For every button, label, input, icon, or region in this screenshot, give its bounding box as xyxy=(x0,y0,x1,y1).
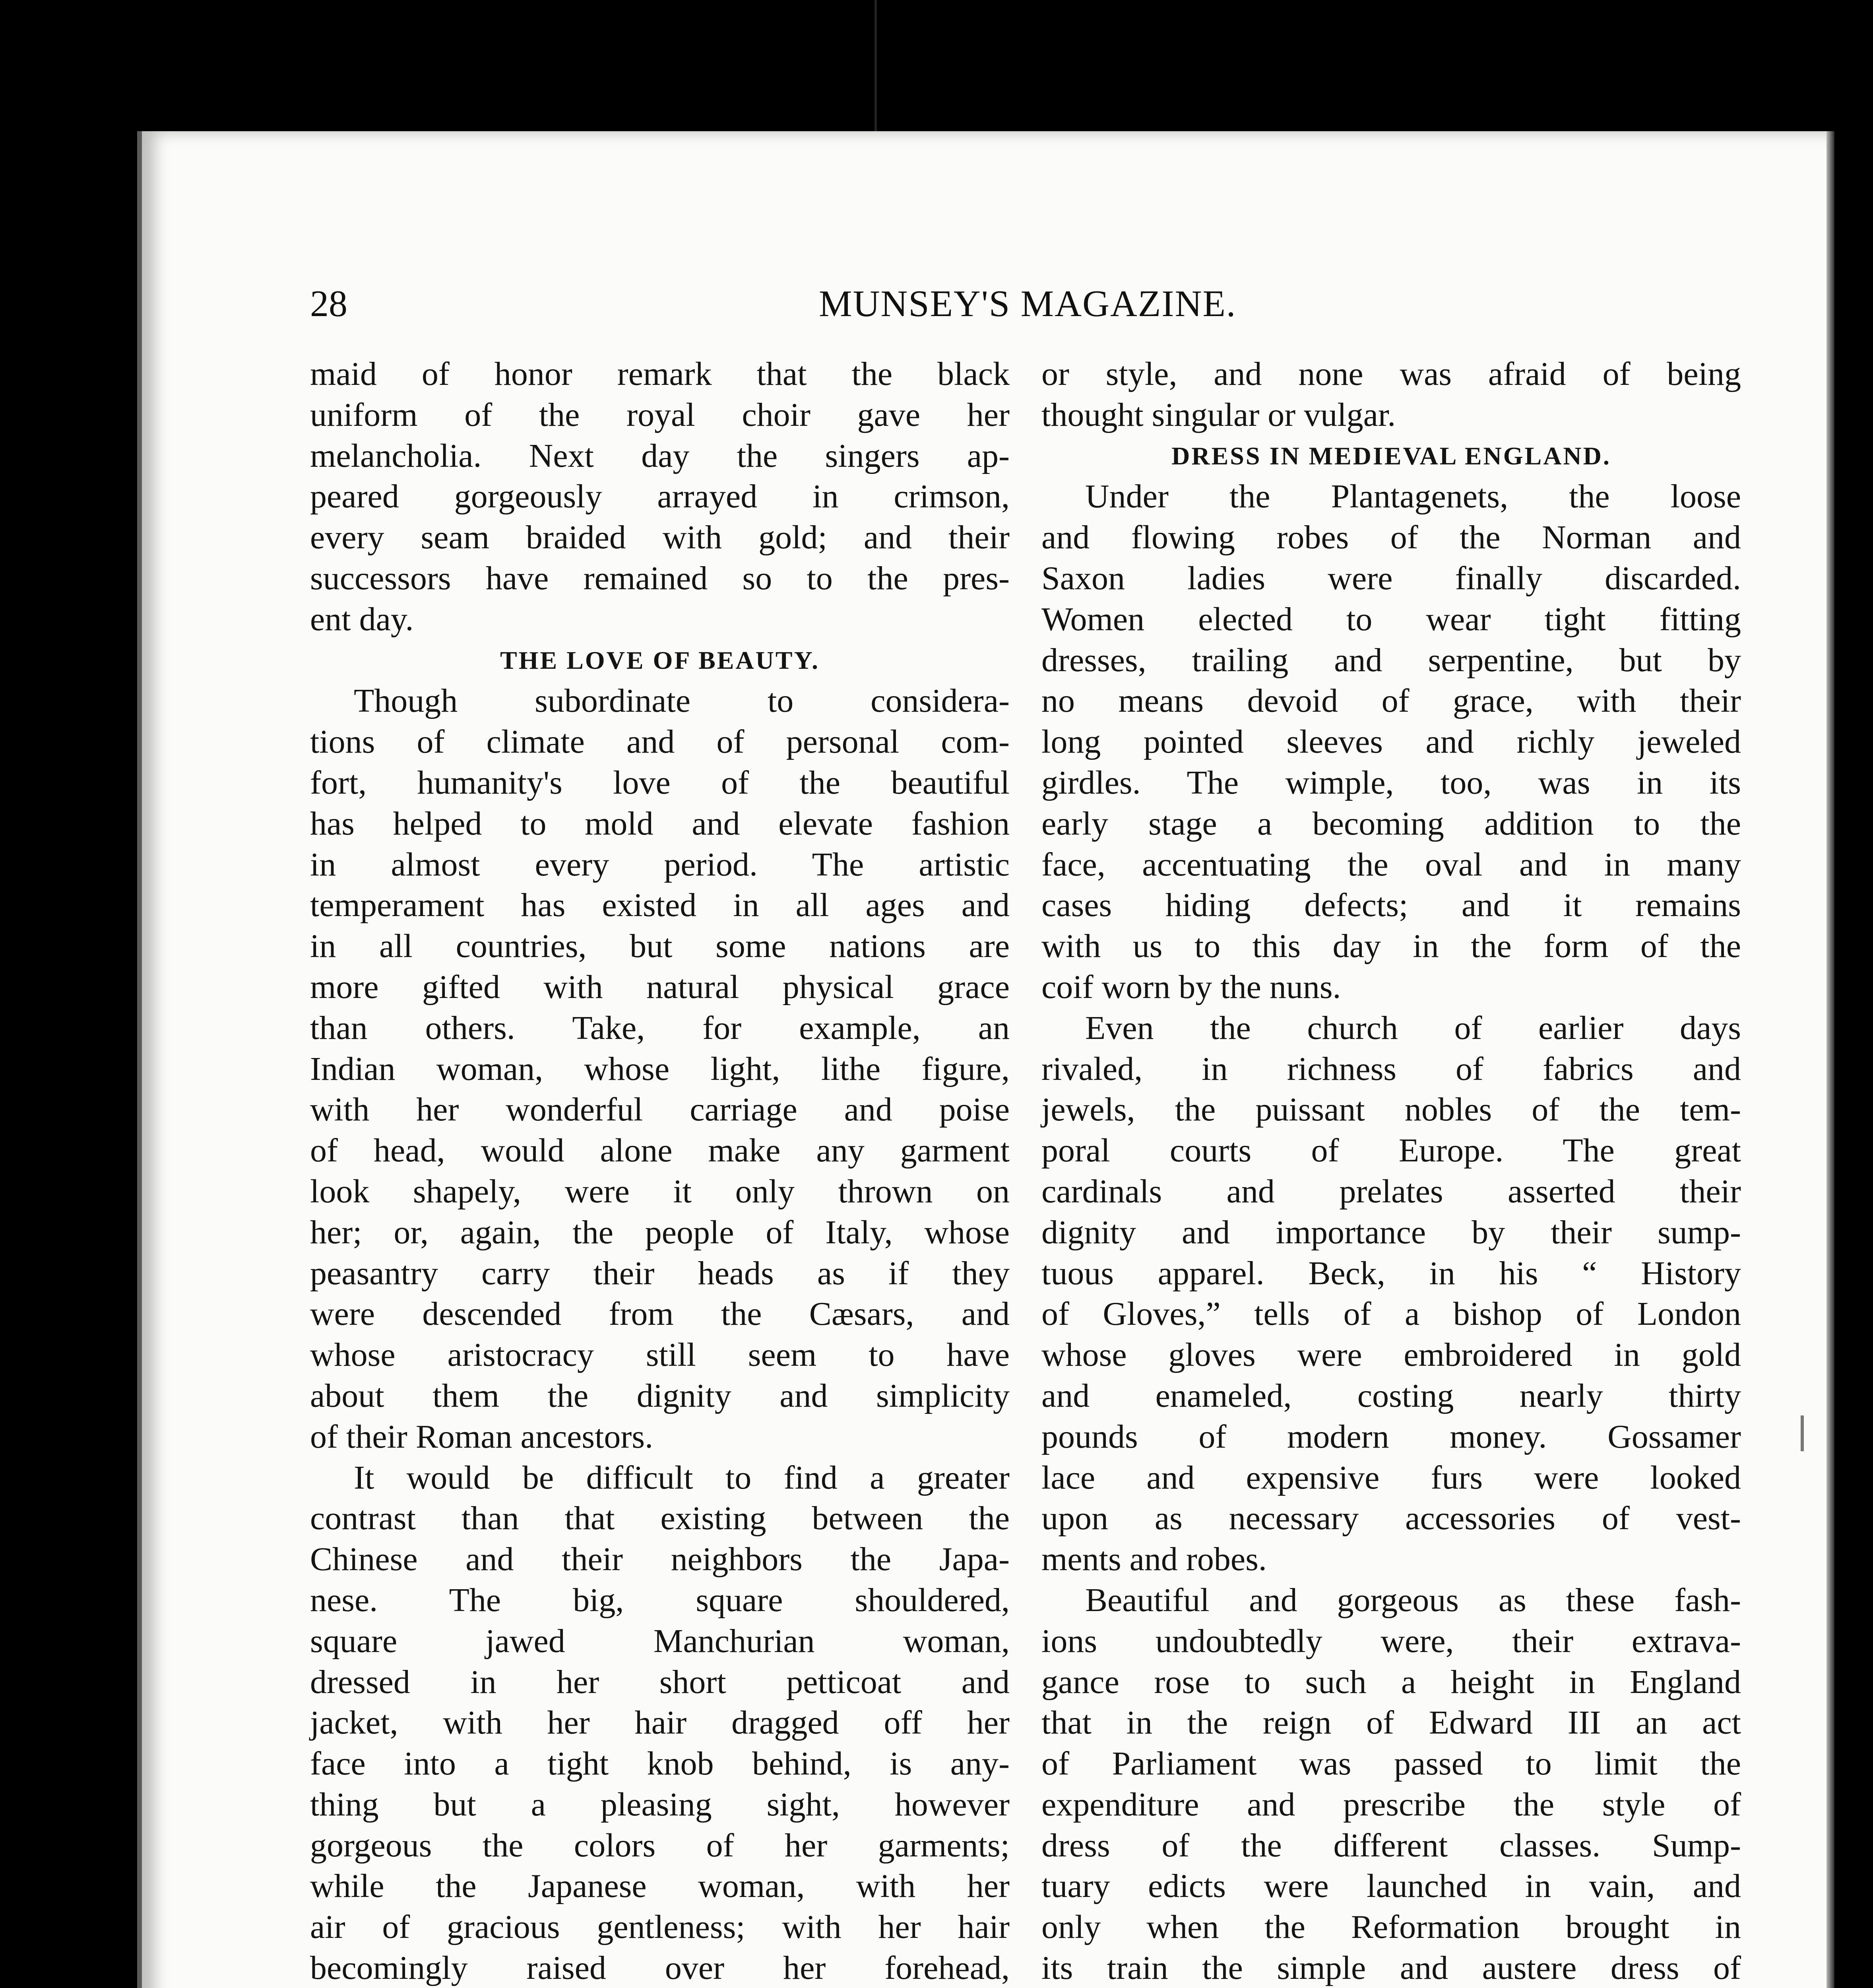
text-line: coif worn by the nuns. xyxy=(1041,968,1341,1006)
magazine-title: MUNSEY'S MAGAZINE. xyxy=(819,283,1237,324)
text-line: dresses, trailing and serpentine, but by xyxy=(1041,641,1741,679)
text-line: more gifted with natural physical grace xyxy=(310,968,1010,1006)
text-line: jacket, with her hair dragged off her xyxy=(310,1704,1010,1741)
text-line: long pointed sleeves and richly jeweled xyxy=(1041,723,1741,761)
running-head xyxy=(310,282,1749,330)
text-line: It would be difficult to find a greater xyxy=(354,1459,1010,1496)
text-line: Under the Plantagenets, the loose xyxy=(1085,478,1741,515)
text-line: has helped to mold and elevate fashion xyxy=(310,805,1010,842)
text-line: with us to this day in the form of the xyxy=(1041,928,1741,965)
text-line: dress of the different classes. Sump- xyxy=(1041,1827,1741,1864)
left-column xyxy=(310,354,1010,1988)
text-line: ments and robes. xyxy=(1041,1541,1267,1578)
text-line: girdles. The wimple, too, was in its xyxy=(1041,764,1741,801)
text-line: peasantry carry their heads as if they xyxy=(310,1254,1010,1292)
text-line: gance rose to such a height in England xyxy=(1041,1663,1741,1701)
text-line: contrast than that existing between the xyxy=(310,1500,1010,1537)
scan-edge-mark xyxy=(874,0,877,131)
text-line: its train the simple and austere dress of xyxy=(1041,1949,1741,1987)
text-line: thing but a pleasing sight, however xyxy=(310,1786,1010,1823)
text-line: Women elected to wear tight fitting xyxy=(1041,600,1741,638)
text-line: becomingly raised over her forehead, xyxy=(310,1949,1010,1987)
text-line: temperament has existed in all ages and xyxy=(310,887,1010,924)
text-line: that in the reign of Edward III an act xyxy=(1041,1704,1741,1741)
text-line: air of gracious gentleness; with her hair xyxy=(310,1908,1010,1946)
text-line: ions undoubtedly were, their extrava- xyxy=(1041,1622,1741,1660)
text-line: look shapely, were it only thrown on xyxy=(310,1173,1010,1210)
text-line: nese. The big, square shouldered, xyxy=(310,1581,1010,1619)
text-line: of Parliament was passed to limit the xyxy=(1041,1745,1741,1782)
text-line: only when the Reformation brought in xyxy=(1041,1908,1741,1946)
text-line: poral courts of Europe. The great xyxy=(1041,1132,1741,1169)
text-line: Saxon ladies were finally discarded. xyxy=(1041,559,1741,597)
section-heading: DRESS IN MEDIEVAL ENGLAND. xyxy=(1171,441,1611,470)
text-line: of head, would alone make any garment xyxy=(310,1132,1010,1169)
text-line: or style, and none was afraid of being xyxy=(1041,355,1741,392)
text-line: were descended from the Cæsars, and xyxy=(310,1295,1010,1333)
text-line: uniform of the royal choir gave her xyxy=(310,396,1010,433)
page-number: 28 xyxy=(310,283,347,324)
text-line: dressed in her short petticoat and xyxy=(310,1663,1010,1701)
text-line: fort, humanity's love of the beautiful xyxy=(310,764,1010,801)
text-line: upon as necessary accessories of vest- xyxy=(1041,1500,1741,1537)
text-line: Chinese and their neighbors the Japa- xyxy=(310,1541,1010,1578)
right-column xyxy=(1041,354,1741,1988)
text-line: melancholia. Next day the singers ap- xyxy=(310,437,1010,474)
section-heading: THE LOVE OF BEAUTY. xyxy=(500,646,820,674)
text-line: than others. Take, for example, an xyxy=(310,1009,1010,1046)
text-line: tions of climate and of personal com- xyxy=(310,723,1010,761)
text-line: and flowing robes of the Norman and xyxy=(1041,519,1741,556)
text-line: in almost every period. The artistic xyxy=(310,846,1010,883)
text-line: ent day. xyxy=(310,600,414,638)
page-edge-shadow xyxy=(1826,131,1834,1988)
text-line: whose aristocracy still seem to have xyxy=(310,1336,1010,1374)
text-line: gorgeous the colors of her garments; xyxy=(310,1827,1010,1864)
text-line: rivaled, in richness of fabrics and xyxy=(1041,1050,1741,1087)
text-line: pounds of modern money. Gossamer xyxy=(1041,1418,1741,1455)
text-line: Even the church of earlier days xyxy=(1085,1009,1741,1046)
text-line: with her wonderful carriage and poise xyxy=(310,1091,1010,1128)
text-line: expenditure and prescribe the style of xyxy=(1041,1786,1741,1823)
text-line: Indian woman, whose light, lithe figure, xyxy=(310,1050,1010,1087)
text-line: Though subordinate to considera- xyxy=(354,682,1010,720)
text-line: about them the dignity and simplicity xyxy=(310,1377,1010,1414)
text-line: no means devoid of grace, with their xyxy=(1041,682,1741,720)
scan-mark xyxy=(1801,1415,1804,1451)
text-line: cardinals and prelates asserted their xyxy=(1041,1173,1741,1210)
text-line: lace and expensive furs were looked xyxy=(1041,1459,1741,1496)
text-line: every seam braided with gold; and their xyxy=(310,519,1010,556)
text-line: square jawed Manchurian woman, xyxy=(310,1622,1010,1660)
text-line: and enameled, costing nearly thirty xyxy=(1041,1377,1741,1414)
text-line: her; or, again, the people of Italy, whose xyxy=(310,1213,1010,1251)
text-line: Beautiful and gorgeous as these fash- xyxy=(1085,1581,1741,1619)
text-line: face, accentuating the oval and in many xyxy=(1041,846,1741,883)
text-line: while the Japanese woman, with her xyxy=(310,1868,1010,1905)
text-line: early stage a becoming addition to the xyxy=(1041,805,1741,842)
text-line: dignity and importance by their sump- xyxy=(1041,1213,1741,1251)
text-line: in all countries, but some nations are xyxy=(310,928,1010,965)
text-line: thought singular or vulgar. xyxy=(1041,396,1396,433)
text-line: peared gorgeously arrayed in crimson, xyxy=(310,478,1010,515)
text-line: cases hiding defects; and it remains xyxy=(1041,887,1741,924)
text-line: maid of honor remark that the black xyxy=(310,355,1010,392)
text-line: tuary edicts were launched in vain, and xyxy=(1041,1868,1741,1905)
text-line: of their Roman ancestors. xyxy=(310,1418,653,1455)
text-line: of Gloves,” tells of a bishop of London xyxy=(1041,1295,1741,1333)
text-line: face into a tight knob behind, is any- xyxy=(310,1745,1010,1782)
text-line: tuous apparel. Beck, in his “ History xyxy=(1041,1254,1741,1292)
text-line: jewels, the puissant nobles of the tem- xyxy=(1041,1091,1741,1128)
text-line: successors have remained so to the pres- xyxy=(310,559,1010,597)
text-line: whose gloves were embroidered in gold xyxy=(1041,1336,1741,1374)
